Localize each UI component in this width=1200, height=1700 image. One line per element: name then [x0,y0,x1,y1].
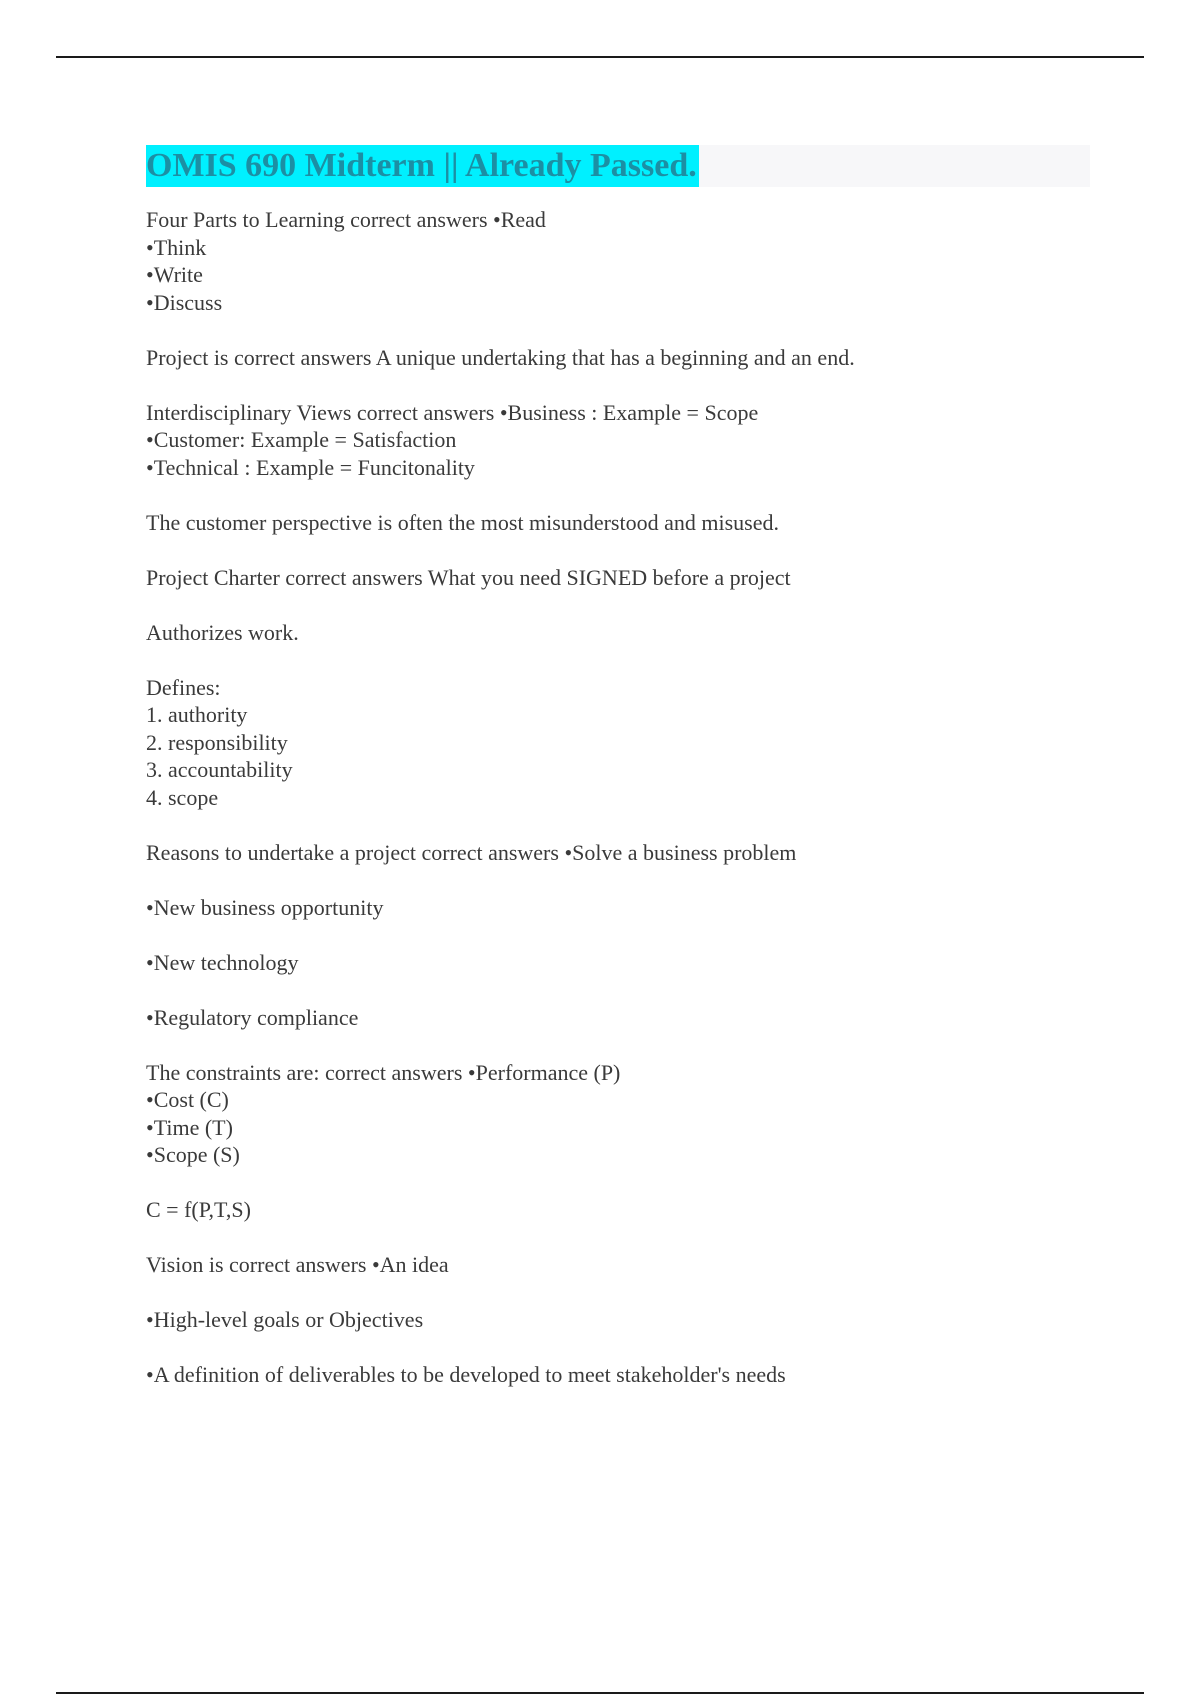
text-line: Project Charter correct answers What you need SIGNED before a project [146,564,791,590]
text-block [146,1251,1090,1279]
text-line: 2. responsibility [146,729,288,755]
title-band [146,145,1090,187]
text-line: •New business opportunity [146,894,384,920]
text-line: 1. authority [146,702,248,727]
text-block [146,1361,1090,1389]
text-block [146,509,1090,537]
document-content [146,145,1090,1416]
text-line: •Time (T) [146,1114,233,1140]
text-line: •Scope (S) [146,1142,240,1167]
text-line: Four Parts to Learning correct answers •Read [146,207,546,232]
text-line: Defines: [146,674,221,700]
text-line: 4. scope [146,784,219,810]
text-block [146,894,1090,922]
text-line: Project is correct answers A unique undertaking that has a beginning and an end. [146,344,855,370]
text-block [146,674,1090,812]
bottom-divider [56,1692,1144,1694]
text-line: The customer perspective is often the most misunderstood and misused. [146,509,779,535]
text-block [146,344,1090,372]
text-line: •Regulatory compliance [146,1004,359,1030]
text-line: •Think [146,234,207,260]
text-line: •Discuss [146,289,223,315]
text-block [146,206,1090,316]
text-block [146,1196,1090,1224]
text-line: 3. accountability [146,757,293,782]
text-line: The constraints are: correct answers •Performance (P) [146,1059,621,1085]
document-title: OMIS 690 Midterm || Already Passed. [146,145,699,187]
text-block [146,564,1090,592]
text-line: •Write [146,262,203,287]
text-block [146,839,1090,867]
document-body [146,206,1090,1389]
text-block [146,1004,1090,1032]
text-line: •New technology [146,949,299,975]
text-line: Interdisciplinary Views correct answers •Business : Example = Scope [146,399,759,425]
text-line: •A definition of deliverables to be developed to meet stakeholder's needs [146,1362,786,1387]
text-line: Authorizes work. [146,619,299,645]
text-block [146,619,1090,647]
text-line: •Customer: Example = Satisfaction [146,427,457,452]
text-line: •Cost (C) [146,1087,229,1112]
text-block [146,399,1090,482]
text-line: Vision is correct answers •An idea [146,1252,449,1277]
text-line: •Technical : Example = Funcitonality [146,454,475,480]
text-block [146,1306,1090,1334]
top-divider [56,56,1144,58]
text-line: Reasons to undertake a project correct answers •Solve a business problem [146,839,797,865]
text-block [146,1059,1090,1169]
text-block [146,949,1090,977]
text-line: C = f(P,T,S) [146,1197,251,1222]
text-line: •High-level goals or Objectives [146,1307,424,1332]
